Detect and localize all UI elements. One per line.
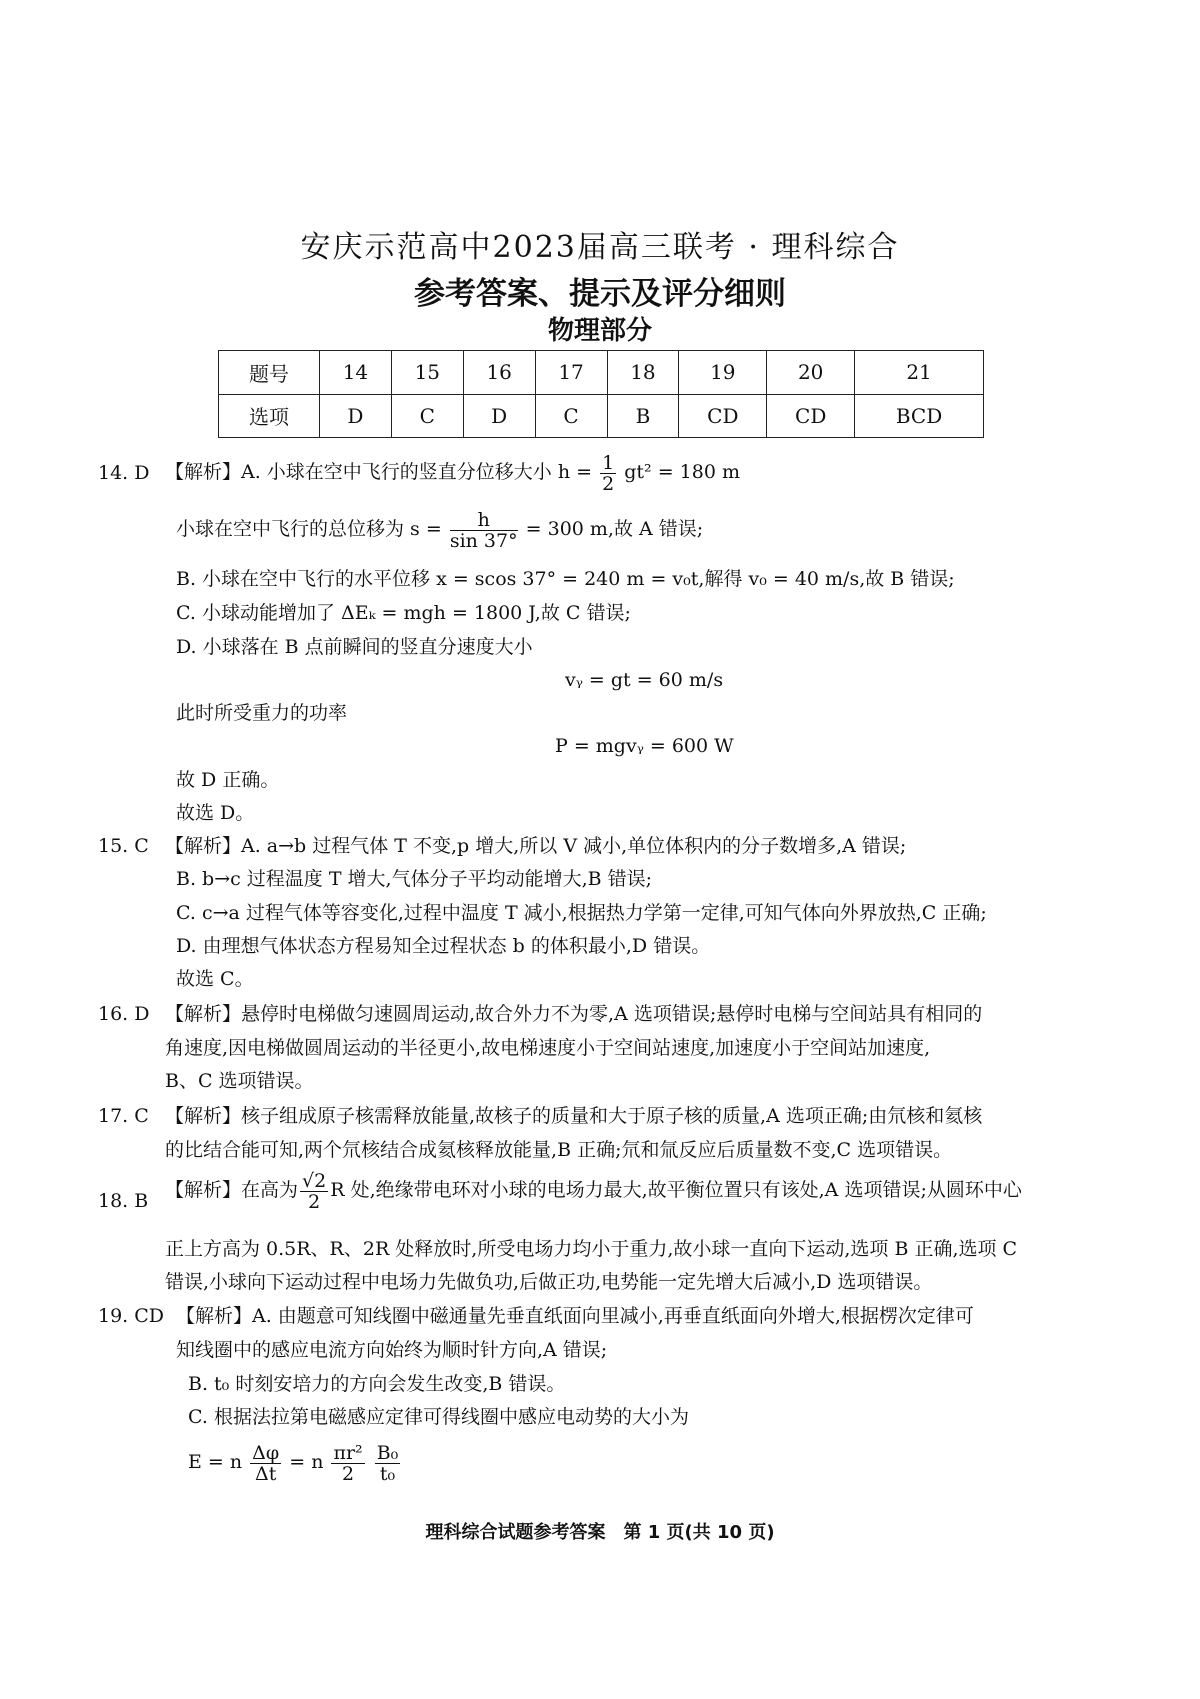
solution-line: 【解析】悬停时电梯做匀速圆周运动,故合外力不为零,A 选项错误;悬停时电梯与空间站具有相同的 [165,1003,983,1025]
question-number: 15. C [98,835,149,857]
denominator: 2 [308,1190,321,1213]
denominator: sin 37° [449,529,518,552]
fraction [300,1171,328,1212]
solution-line: 正上方高为 0.5R、R、2R 处释放时,所受电场力均小于重力,故小球一直向下运动,选项 B 正确,选项 C [165,1238,1018,1260]
fraction [600,453,616,494]
solution-line: 故选 C。 [176,968,254,990]
solution-line: C. 小球动能增加了 ΔEₖ = mgh = 1800 J,故 C 错误; [176,602,631,624]
solution-line: 知线圈中的感应电流方向始终为顺时针方向,A 错误; [176,1339,608,1361]
section-title: 物理部分 [547,316,652,346]
numerator: √2 [302,1169,327,1192]
denominator: 2 [342,1462,355,1485]
table-cell: 21 [855,351,984,395]
table-row-question-numbers [219,351,984,395]
fraction [450,510,518,551]
question-number: 18. B [98,1190,149,1212]
table-cell: C [535,394,607,438]
solution-line [165,1168,1022,1212]
table-cell: C [391,394,463,438]
solution-line: C. 根据法拉第电磁感应定律可得线圈中感应电动势的大小为 [188,1406,689,1428]
table-cell: 题号 [219,351,320,395]
text: 【解析】A. 小球在空中飞行的竖直分位移大小 h = [165,461,593,483]
question-number: 19. CD [98,1305,165,1327]
solution-line: 故 D 正确。 [176,769,280,791]
formula-line: P = mgvᵧ = 600 W [555,735,734,757]
denominator: 2 [602,472,615,495]
fraction [375,1443,401,1484]
fraction [250,1443,281,1484]
text: = n [289,1451,324,1473]
solution-line: 错误,小球向下运动过程中电场力先做负功,后做正功,电势能一定先增大后减小,D 选项错误。 [165,1271,933,1293]
numerator: h [450,510,518,531]
solution-line: B、C 选项错误。 [165,1070,314,1092]
table-cell: 16 [463,351,535,395]
solution-line: 角速度,因电梯做圆周运动的半径更小,故电梯速度小于空间站速度,加速度小于空间站加速度, [165,1037,931,1059]
text: gt² = 180 m [624,461,740,483]
denominator: Δt [254,1462,277,1485]
solution-line: 的比结合能可知,两个氘核结合成氦核释放能量,B 正确;氘和氚反应后质量数不变,C 选项错误。 [165,1139,953,1161]
solution-line: 此时所受重力的功率 [176,702,348,724]
table-cell: 20 [767,351,855,395]
solution-line [165,450,740,494]
question-number: 14. D [98,462,150,484]
table-row-answers [219,394,984,438]
numerator: Δφ [252,1441,280,1464]
solution-line: 【解析】A. a→b 过程气体 T 不变,p 增大,所以 V 减小,单位体积内的分子数增多,A 错误; [165,835,907,857]
table-cell: D [320,394,392,438]
table-cell: 14 [320,351,392,395]
question-number: 16. D [98,1003,150,1025]
table-cell: BCD [855,394,984,438]
fraction [331,1443,364,1484]
table-cell: 19 [679,351,767,395]
numerator: πr² [333,1441,363,1464]
text: 【解析】在高为 [165,1179,299,1201]
formula-line [188,1440,402,1484]
solution-line: D. 小球落在 B 点前瞬间的竖直分速度大小 [176,636,533,658]
text: E = n [188,1451,243,1473]
table-cell: CD [679,394,767,438]
exam-title: 安庆示范高中2023届高三联考 · 理科综合 [300,230,900,265]
page-footer: 理科综合试题参考答案 第 1 页(共 10 页) [425,1522,775,1543]
solution-line [176,507,703,551]
table-cell: B [607,394,679,438]
text: 小球在空中飞行的总位移为 s = [176,518,442,540]
solution-line: D. 由理想气体状态方程易知全过程状态 b 的体积最小,D 错误。 [176,935,711,957]
table-cell: 18 [607,351,679,395]
denominator: t₀ [379,1462,396,1485]
solution-line: 【解析】A. 由题意可知线圈中磁通量先垂直纸面向里减小,再垂直纸面向外增大,根据楞次定律可 [176,1305,974,1327]
answer-table [218,350,984,438]
text: = 300 m,故 A 错误; [525,518,704,540]
numerator: B₀ [376,1441,399,1464]
solution-line: B. b→c 过程温度 T 增大,气体分子平均动能增大,B 错误; [176,868,653,890]
document-subtitle: 参考答案、提示及评分细则 [414,276,786,312]
solution-line: 故选 D。 [176,802,255,824]
solution-line: C. c→a 过程气体等容变化,过程中温度 T 减小,根据热力学第一定律,可知气体向外界放热,C 正确; [176,902,987,924]
table-cell: CD [767,394,855,438]
solution-line: B. 小球在空中飞行的水平位移 x = scos 37° = 240 m = v₀t,解得 v₀ = 40 m/s,故 B 错误; [176,568,955,590]
text: R 处,绝缘带电环对小球的电场力最大,故平衡位置只有该处,A 选项错误;从圆环中心 [330,1179,1022,1201]
numerator: 1 [602,451,615,474]
question-number: 17. C [98,1105,149,1127]
table-cell: D [463,394,535,438]
solution-line: B. t₀ 时刻安培力的方向会发生改变,B 错误。 [188,1373,566,1395]
table-cell: 17 [535,351,607,395]
formula-line: vᵧ = gt = 60 m/s [565,669,724,691]
solution-line: 【解析】核子组成原子核需释放能量,故核子的质量和大于原子核的质量,A 选项正确;由氘核和氦核 [165,1105,983,1127]
table-cell: 15 [391,351,463,395]
table-cell: 选项 [219,394,320,438]
